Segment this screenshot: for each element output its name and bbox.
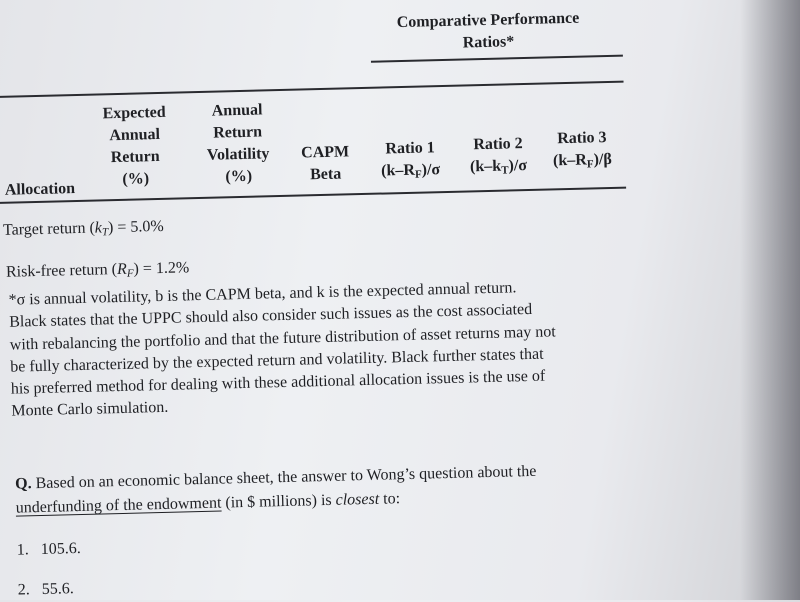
target-return: Target return $(k_T) = 5.0\%$ <box>2 217 164 239</box>
option-number: 1. <box>16 541 29 559</box>
col-header-ratio-1: Ratio 1 $(k-R_F)/\sigma$ <box>380 139 441 181</box>
col-header-allocation: Allocation <box>4 180 76 199</box>
option-text: 55.6. <box>41 580 74 598</box>
option-number: 2. <box>17 581 30 599</box>
group-header <box>378 7 599 56</box>
question-underlined-text: underfunding of the endowment <box>15 494 222 517</box>
col-header-capm-beta: CAPM Beta <box>300 143 350 184</box>
question-label: Q. <box>14 475 32 493</box>
group-header-line-2: Ratios* <box>462 33 515 52</box>
answer-option-2[interactable] <box>18 578 75 602</box>
col-header-volatility: Annual Return Volatility (%) <box>206 101 270 186</box>
risk-free-return: Risk-free return $(R_F) = 1.2\%$ <box>5 259 190 281</box>
answer-option-1[interactable] <box>17 538 82 562</box>
footnote-line: Black states that the UPPC should also consider such issues as the cost associated <box>9 301 533 331</box>
option-text: 105.6. <box>40 540 81 558</box>
table-top-rule <box>0 81 624 99</box>
footnote-line: Monte Carlo simulation. <box>11 399 169 421</box>
footnote-line: be fully characterized by the expected return and volatility. Black further states that <box>10 345 544 376</box>
group-header-line-1: Comparative Performance <box>396 9 580 32</box>
footnote-line: with rebalancing the portfolio and that the future distribution of asset returns may not <box>9 322 556 354</box>
footnote-line: *σ is annual volatility, b is the CAPM beta, and k is the expected annual return. <box>8 279 517 309</box>
footnote-line: his preferred method for dealing with these additional allocation issues is the use of <box>10 367 546 398</box>
question-text-line-1: Based on an economic balance sheet, the answer to Wong’s question about the <box>35 462 537 493</box>
col-header-ratio-2: Ratio 2 $(k-k_T)/\sigma$ <box>469 135 528 177</box>
col-header-ratio-3: Ratio 3 $(k-R_F)/\beta$ <box>552 129 612 171</box>
footnote-paragraph <box>8 276 557 423</box>
col-header-expected-return: Expected Annual Return (%) <box>102 103 166 188</box>
question-block: Q. Based on an economic balance sheet, the answer to Wong’s question about the underfunding of the endowment (in $ millions) is closest to: <box>14 462 537 517</box>
